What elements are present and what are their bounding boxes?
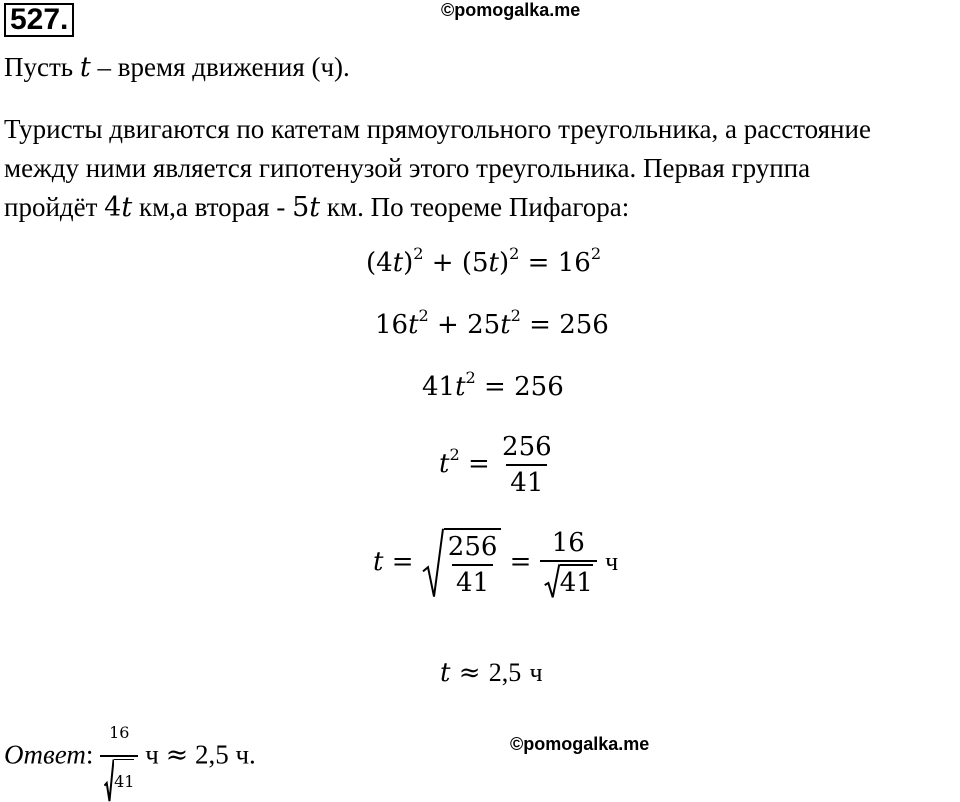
equation-6 xyxy=(440,658,543,688)
eq1-t1: t xyxy=(392,248,404,278)
problem-number: 527. xyxy=(4,3,74,37)
eq1-part-e: = 16 xyxy=(519,248,591,278)
eq1-power-2: 2 xyxy=(509,243,520,263)
answer-line xyxy=(4,713,256,802)
eq2-power-1: 2 xyxy=(418,305,429,325)
eq5-numerator-1: 256 xyxy=(447,532,498,562)
eq5-denominator-2-value: 41 xyxy=(560,564,593,598)
eq5-denominator-2 xyxy=(540,560,597,598)
paragraph-line-3-a: пройдёт xyxy=(4,192,98,222)
eq4-numerator: 256 xyxy=(502,432,552,462)
eq5-equals-2: = xyxy=(501,547,540,577)
watermark-bottom: ©pomogalka.me xyxy=(510,734,650,754)
sqrt-sign-icon xyxy=(104,759,114,802)
eq2-t1: t xyxy=(408,310,419,340)
eq5-fraction-2 xyxy=(540,528,597,598)
equation-2 xyxy=(375,305,609,340)
eq6-approx: ≈ xyxy=(450,658,489,688)
answer-label: Ответ xyxy=(4,739,86,770)
eq3-part-a: 41 xyxy=(422,372,456,402)
answer-value: 2,5 ч. xyxy=(194,739,256,770)
watermark-top: ©pomogalka.me xyxy=(441,0,581,20)
equation-3 xyxy=(422,367,564,402)
eq5-unit: ч xyxy=(605,547,619,576)
paragraph-line-3-b: 4 xyxy=(104,192,122,223)
eq4-equals: = xyxy=(459,449,499,479)
answer-denominator-value: 41 xyxy=(114,759,134,802)
eq5-sqrt-small xyxy=(544,564,593,598)
eq5-equals-1: = xyxy=(383,547,422,577)
eq1-part-b: ) xyxy=(403,248,414,278)
answer-unit: ч xyxy=(145,739,159,770)
eq5-sqrt-big xyxy=(422,528,502,598)
eq6-unit: ч xyxy=(529,658,543,687)
eq5-numerator-2: 16 xyxy=(551,528,585,558)
equation-1 xyxy=(366,243,602,278)
eq2-part-b: + 25 xyxy=(428,310,501,340)
sqrt-sign-icon xyxy=(422,528,444,598)
eq1-part-c: + (5 xyxy=(423,248,489,278)
eq2-part-a: 16 xyxy=(375,310,409,340)
paragraph-line-3-d: км,а вторая - xyxy=(138,192,286,222)
answer-colon: : xyxy=(85,739,94,770)
eq2-part-c: = 256 xyxy=(520,310,609,340)
eq4-denominator: 41 xyxy=(506,464,547,498)
eq4-t1: t xyxy=(439,449,450,479)
eq1-power-3: 2 xyxy=(590,243,602,263)
intro-lead: Пусть xyxy=(4,52,74,82)
eq5-denominator-1: 41 xyxy=(452,564,493,598)
eq4-power-1: 2 xyxy=(449,444,460,464)
paragraph-line-3-g: км. По теореме Пифагора: xyxy=(326,192,630,222)
intro-variable: t xyxy=(79,52,91,83)
intro-rest: – время движения (ч). xyxy=(97,52,350,82)
answer-denominator xyxy=(100,755,138,802)
paragraph-line-3 xyxy=(4,189,629,226)
eq4-fraction xyxy=(498,432,556,498)
eq3-t1: t xyxy=(455,372,466,402)
answer-fraction xyxy=(100,713,138,802)
answer-sqrt xyxy=(104,759,134,802)
paragraph-line-2: между ними является гипотенузой этого треугольника. Первая группа xyxy=(4,153,811,183)
eq5-fraction-1 xyxy=(444,532,502,598)
intro-line xyxy=(4,49,350,86)
eq1-part-d: ) xyxy=(499,248,510,278)
paragraph-line-3-e: 5 xyxy=(292,192,310,223)
answer-numerator: 16 xyxy=(109,723,130,742)
paragraph-line-1: Туристы двигаются по катетам прямоугольного треугольника, а расстояние xyxy=(4,114,871,144)
eq3-power-1: 2 xyxy=(465,367,476,387)
paragraph-line-3-f: t xyxy=(309,192,321,223)
eq6-t1: t xyxy=(440,658,451,688)
eq2-t2: t xyxy=(500,310,511,340)
equation-5 xyxy=(373,528,618,598)
eq5-t1: t xyxy=(373,547,384,577)
equation-4 xyxy=(439,432,556,498)
eq1-power-1: 2 xyxy=(413,243,424,263)
eq2-power-2: 2 xyxy=(510,305,521,325)
eq1-part-a: (4 xyxy=(366,248,393,278)
eq1-t2: t xyxy=(488,248,499,278)
paragraph-line-3-c: t xyxy=(121,192,133,223)
eq6-value: 2,5 xyxy=(488,658,522,687)
answer-approx: ≈ xyxy=(165,739,189,771)
sqrt-sign-icon xyxy=(544,564,560,598)
eq3-part-b: = 256 xyxy=(475,372,564,402)
